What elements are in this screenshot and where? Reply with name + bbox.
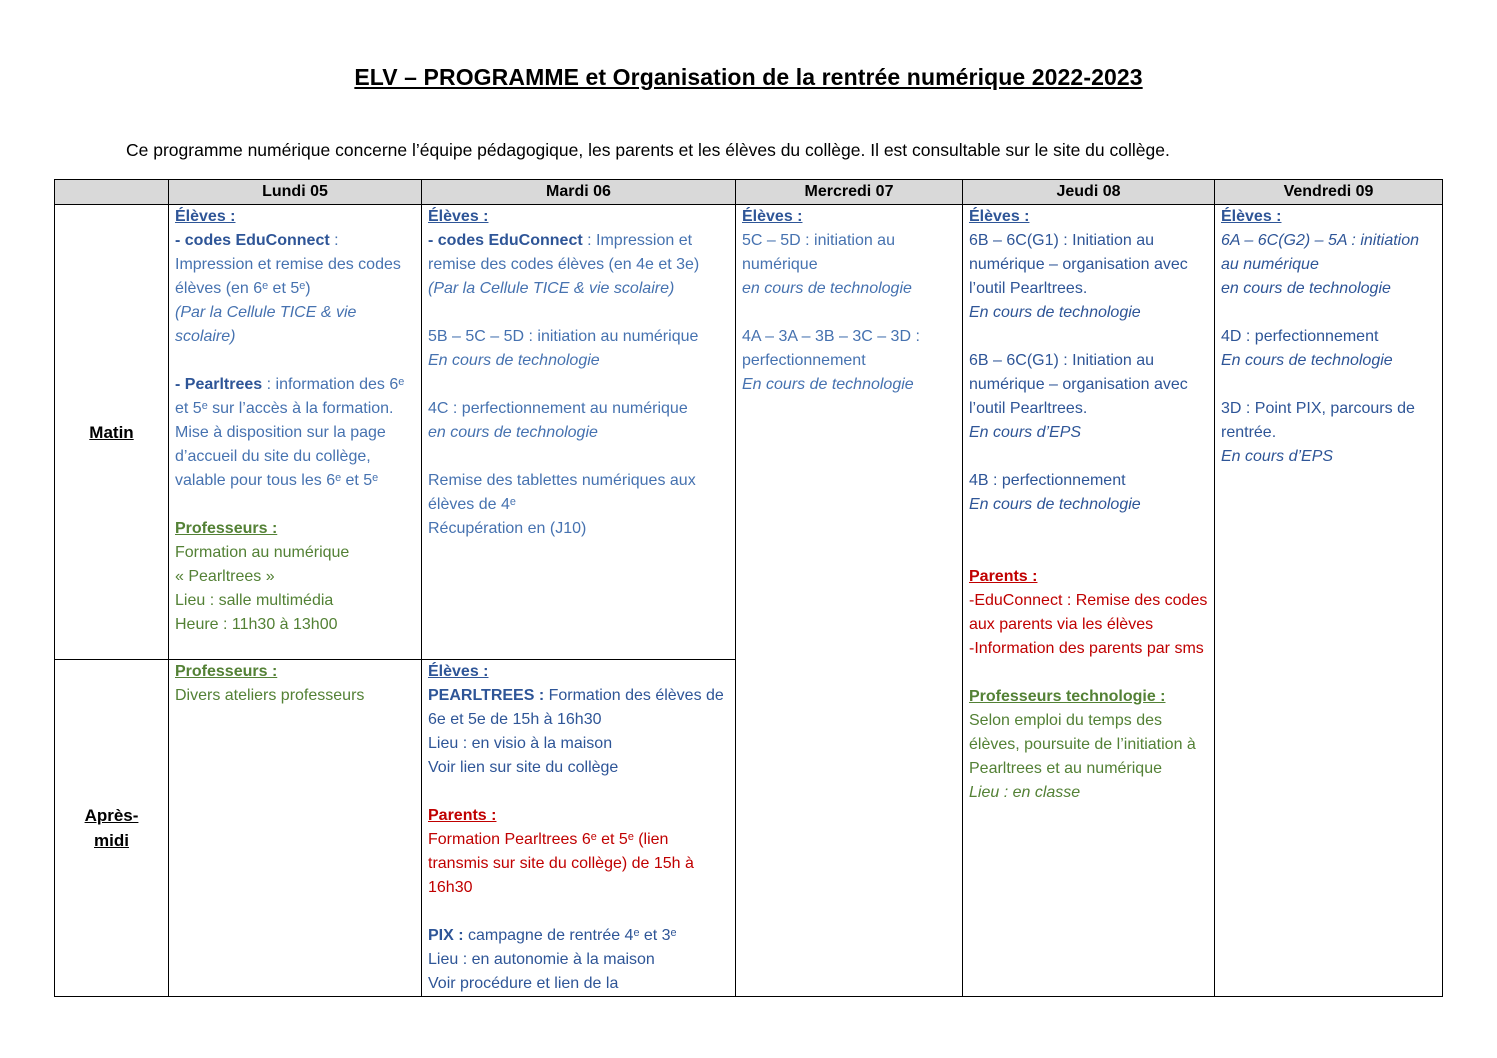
note: Lieu : en classe	[969, 784, 1081, 801]
pearltrees-label: PEARLTREES :	[428, 687, 545, 704]
header-corner	[55, 180, 169, 205]
text-line: -Information des parents par sms	[969, 640, 1204, 657]
text-line: 6B – 6C(G1) : Initiation au numérique – organisation avec l’outil Pearltrees.	[969, 232, 1188, 297]
note: en cours de technologie	[742, 280, 912, 297]
row-label-afternoon-line1: Après-	[84, 806, 139, 825]
educonnect-text: : Impression et remise des codes élèves (en 4e et 3e)	[428, 232, 700, 273]
text-line: Formation Pearltrees 6ᵉ et 5ᵉ (lien transmis sur site du collège) de 15h à 16h30	[428, 831, 694, 896]
note: En cours d’EPS	[969, 424, 1082, 441]
note: (Par la Cellule TICE & vie scolaire)	[428, 280, 675, 297]
note: En cours d’EPS	[1221, 448, 1334, 465]
header-row	[55, 180, 1443, 205]
parents-label: Parents :	[428, 807, 497, 824]
note: En cours de technologie	[742, 376, 914, 393]
text-line: 6B – 6C(G1) : Initiation au numérique – organisation avec l’outil Pearltrees.	[969, 352, 1188, 417]
day-header-vendredi: Vendredi 09	[1215, 180, 1443, 205]
eleves-label: Élèves :	[742, 208, 803, 225]
pearltrees-text: Formation des élèves de 6e et 5e de 15h à 16h30	[428, 687, 724, 728]
text-line: 5B – 5C – 5D : initiation au numérique	[428, 328, 699, 345]
text-line: -EduConnect : Remise des codes aux parents via les élèves	[969, 592, 1208, 633]
text-line: Voir lien sur site du collège	[428, 759, 619, 776]
text-line: 4A – 3A – 3B – 3C – 3D : perfectionnement	[742, 328, 920, 369]
text-line: « Pearltrees »	[175, 568, 275, 585]
text-line: 6A – 6C(G2) – 5A : initiation au numérique	[1221, 232, 1420, 273]
text-line: 4B : perfectionnement	[969, 472, 1126, 489]
text-line: 4C : perfectionnement au numérique	[428, 400, 688, 417]
note: En cours de technologie	[969, 304, 1141, 321]
note: en cours de technologie	[1221, 280, 1391, 297]
eleves-label: Élèves :	[175, 208, 236, 225]
document-title: ELV – PROGRAMME et Organisation de la rentrée numérique 2022-2023	[354, 64, 1143, 90]
educonnect-label: - codes EduConnect	[175, 232, 330, 249]
day-header-jeudi: Jeudi 08	[963, 180, 1215, 205]
day-header-mardi: Mardi 06	[422, 180, 736, 205]
eleves-label: Élèves :	[428, 663, 489, 680]
cell-lundi-afternoon	[169, 660, 422, 997]
day-header-lundi: Lundi 05	[169, 180, 422, 205]
cell-jeudi	[963, 205, 1215, 997]
text-line: Formation au numérique	[175, 544, 350, 561]
text-line: Remise des tablettes numériques aux élèves de 4ᵉ	[428, 472, 696, 513]
educonnect-text: : Impression et remise des codes élèves (en 6ᵉ et 5ᵉ)	[175, 232, 401, 297]
pearltrees-text: : information des 6ᵉ et 5ᵉ sur l’accès à la formation. Mise à disposition sur la page d’accueil du site du collège, valable pour tous les 6ᵉ et 5ᵉ	[175, 376, 405, 489]
eleves-label: Élèves :	[969, 208, 1030, 225]
pix-text: campagne de rentrée 4ᵉ et 3ᵉ	[463, 927, 677, 944]
pix-label: PIX :	[428, 927, 464, 944]
educonnect-label: - codes EduConnect	[428, 232, 583, 249]
note: En cours de technologie	[1221, 352, 1393, 369]
row-label-morning: Matin	[55, 205, 169, 660]
cell-mardi-afternoon	[422, 660, 736, 997]
professeurs-label: Professeurs :	[175, 520, 278, 537]
schedule-table	[54, 179, 1443, 997]
note: En cours de technologie	[969, 496, 1141, 513]
eleves-label: Élèves :	[428, 208, 489, 225]
document-intro: Ce programme numérique concerne l’équipe pédagogique, les parents et les élèves du collège. Il est consultable sur le site du collège.	[126, 140, 1170, 160]
eleves-label: Élèves :	[1221, 208, 1282, 225]
text-line: Voir procédure et lien de la	[428, 975, 619, 992]
professeurs-technologie-label: Professeurs technologie :	[969, 688, 1166, 705]
text-line: Divers ateliers professeurs	[175, 687, 365, 704]
cell-vendredi	[1215, 205, 1443, 997]
note: (Par la Cellule TICE & vie scolaire)	[175, 304, 357, 345]
text-line: Heure : 11h30 à 13h00	[175, 616, 338, 633]
text-line: Récupération en (J10)	[428, 520, 587, 537]
text-line: 4D : perfectionnement	[1221, 328, 1379, 345]
pearltrees-label: - Pearltrees	[175, 376, 263, 393]
text-line: Lieu : en visio à la maison	[428, 735, 613, 752]
row-label-afternoon-line2: midi	[94, 831, 129, 850]
row-label-afternoon	[55, 660, 169, 997]
text-line: Lieu : en autonomie à la maison	[428, 951, 655, 968]
text-line: Lieu : salle multimédia	[175, 592, 334, 609]
parents-label: Parents :	[969, 568, 1038, 585]
text-line: 5C – 5D : initiation au numérique	[742, 232, 895, 273]
cell-mardi-morning	[422, 205, 736, 660]
note: En cours de technologie	[428, 352, 600, 369]
morning-row	[55, 205, 1443, 660]
text-line: 3D : Point PIX, parcours de rentrée.	[1221, 400, 1415, 441]
cell-mercredi	[736, 205, 963, 997]
note: en cours de technologie	[428, 424, 598, 441]
day-header-mercredi: Mercredi 07	[736, 180, 963, 205]
professeurs-label: Professeurs :	[175, 663, 278, 680]
cell-lundi-morning	[169, 205, 422, 660]
text-line: Selon emploi du temps des élèves, poursuite de l’initiation à Pearltrees et au numérique	[969, 712, 1196, 777]
